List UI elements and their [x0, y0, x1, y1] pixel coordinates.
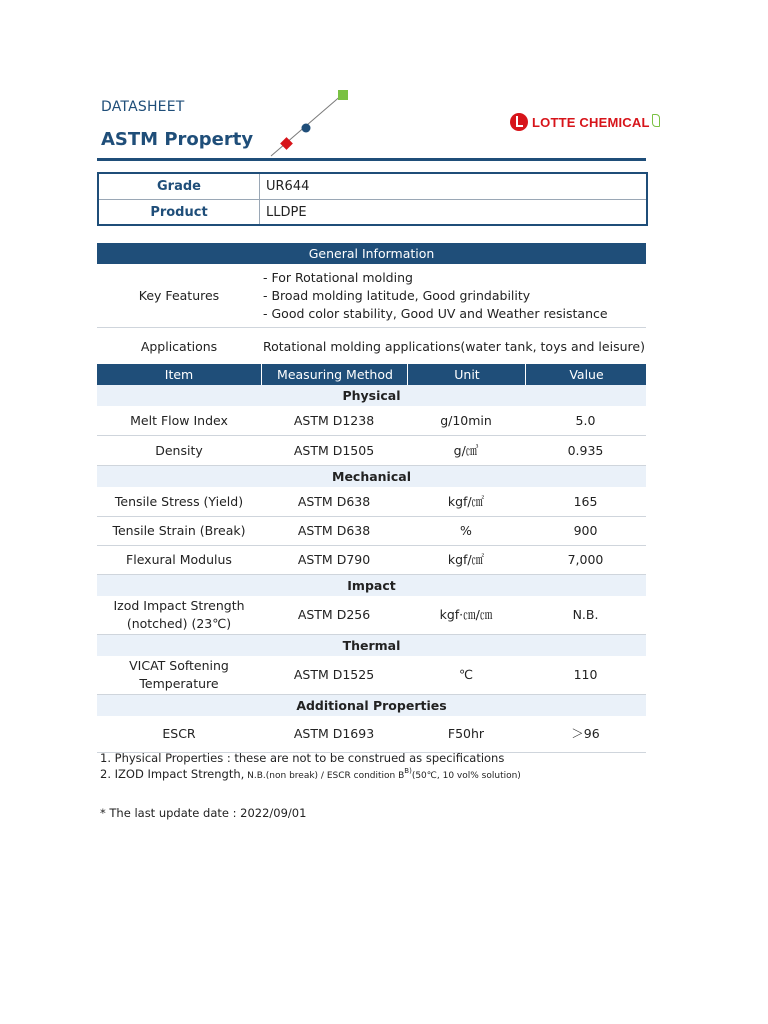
grade-product-box — [97, 172, 648, 226]
property-table-header — [97, 364, 646, 385]
value-cell: 7,000 — [567, 552, 604, 567]
applications-label: Applications — [140, 338, 218, 354]
key-feature-item: - For Rotational molding — [263, 270, 413, 285]
value-cell: 5.0 — [575, 412, 596, 428]
datasheet-label: DATASHEET — [101, 99, 185, 115]
value-cell: 900 — [573, 523, 598, 538]
last-update-date: * The last update date : 2022/09/01 — [100, 806, 307, 820]
footnote-2-detail: N.B.(non break) / ESCR condition B — [244, 771, 405, 781]
method-cell: ASTM D1693 — [293, 726, 375, 741]
method-cell: ASTM D256 — [297, 607, 371, 622]
leaf-icon — [652, 114, 660, 127]
key-features-label: Key Features — [138, 288, 220, 303]
item-cell: Tensile Strain (Break) — [112, 523, 246, 538]
section-header-mechanical: Mechanical — [97, 466, 646, 487]
logo-text: LOTTE CHEMICAL — [532, 114, 650, 130]
column-header-item: Item — [164, 367, 194, 382]
method-cell: ASTM D790 — [297, 552, 371, 567]
value-cell: N.B. — [572, 607, 599, 622]
unit-cell: kgf/㎠ — [447, 493, 485, 509]
product-row — [99, 199, 646, 224]
unit-cell: g/10min — [440, 412, 492, 428]
key-features-row — [97, 264, 646, 328]
table-row — [97, 716, 646, 753]
item-cell: Izod Impact Strength (notched) (23℃) — [113, 598, 245, 631]
grade-row — [99, 174, 646, 199]
general-information-header: General Information — [97, 243, 646, 264]
method-cell: ASTM D638 — [297, 523, 371, 538]
unit-cell: g/㎤ — [453, 442, 479, 458]
key-feature-item: - Broad molding latitude, Good grindability — [263, 288, 531, 303]
item-cell: ESCR — [162, 726, 196, 741]
item-cell: Density — [155, 442, 203, 458]
value-cell: 110 — [573, 667, 598, 682]
method-cell: ASTM D1505 — [293, 442, 375, 458]
table-row — [97, 436, 646, 466]
column-header-value: Value — [525, 364, 647, 385]
unit-cell: kgf/㎠ — [447, 552, 485, 567]
unit-cell: ℃ — [458, 667, 474, 682]
footnote-2-main: 2. IZOD Impact Strength, — [100, 767, 245, 781]
table-row — [97, 596, 646, 635]
footnote-2 — [100, 767, 521, 781]
footnote-2-condition: (50℃, 10 vol% solution) — [411, 771, 521, 781]
unit-cell: kgf·㎝/㎝ — [439, 607, 493, 622]
item-cell: Flexural Modulus — [126, 552, 232, 567]
unit-cell: F50hr — [447, 726, 485, 741]
footnote-1: 1. Physical Properties : these are not to be construed as specifications — [100, 751, 505, 765]
lotte-mark-icon — [510, 113, 528, 131]
table-row — [97, 406, 646, 436]
decorative-line-graphic — [265, 86, 355, 158]
method-cell: ASTM D1525 — [293, 667, 375, 682]
property-table-body — [97, 385, 646, 753]
column-header-method: Measuring Method — [261, 364, 408, 385]
value-cell: 165 — [573, 493, 598, 509]
value-cell: 0.935 — [567, 442, 604, 458]
header-rule — [97, 158, 646, 161]
blue-dot-icon — [302, 124, 311, 133]
item-cell: Melt Flow Index — [130, 412, 228, 428]
section-header-thermal: Thermal — [97, 635, 646, 656]
product-label: Product — [150, 204, 208, 220]
unit-cell: % — [460, 523, 472, 538]
green-square-icon — [338, 90, 348, 100]
section-header-physical: Physical — [97, 385, 646, 406]
value-cell: ＞96 — [571, 726, 600, 741]
applications-value: Rotational molding applications(water tank, toys and leisure) — [263, 338, 645, 354]
section-header-additional-properties: Additional Properties — [97, 695, 646, 716]
key-feature-item: - Good color stability, Good UV and Weather resistance — [263, 306, 608, 321]
applications-row — [97, 328, 646, 364]
method-cell: ASTM D638 — [297, 493, 371, 509]
column-header-unit: Unit — [407, 364, 526, 385]
section-header-impact: Impact — [97, 575, 646, 596]
company-logo — [510, 110, 660, 134]
method-cell: ASTM D1238 — [293, 412, 375, 428]
footnote-2-sup: B) — [404, 767, 412, 776]
grade-label: Grade — [157, 179, 201, 194]
table-row — [97, 487, 646, 517]
item-cell: VICAT Softening Temperature — [129, 658, 229, 691]
item-cell: Tensile Stress (Yield) — [114, 493, 244, 509]
grade-value: UR644 — [259, 174, 646, 199]
key-features-list — [263, 269, 608, 323]
table-row — [97, 656, 646, 695]
table-row — [97, 546, 646, 575]
table-row — [97, 517, 646, 546]
product-value: LLDPE — [259, 200, 646, 224]
page-title: ASTM Property — [101, 129, 254, 150]
